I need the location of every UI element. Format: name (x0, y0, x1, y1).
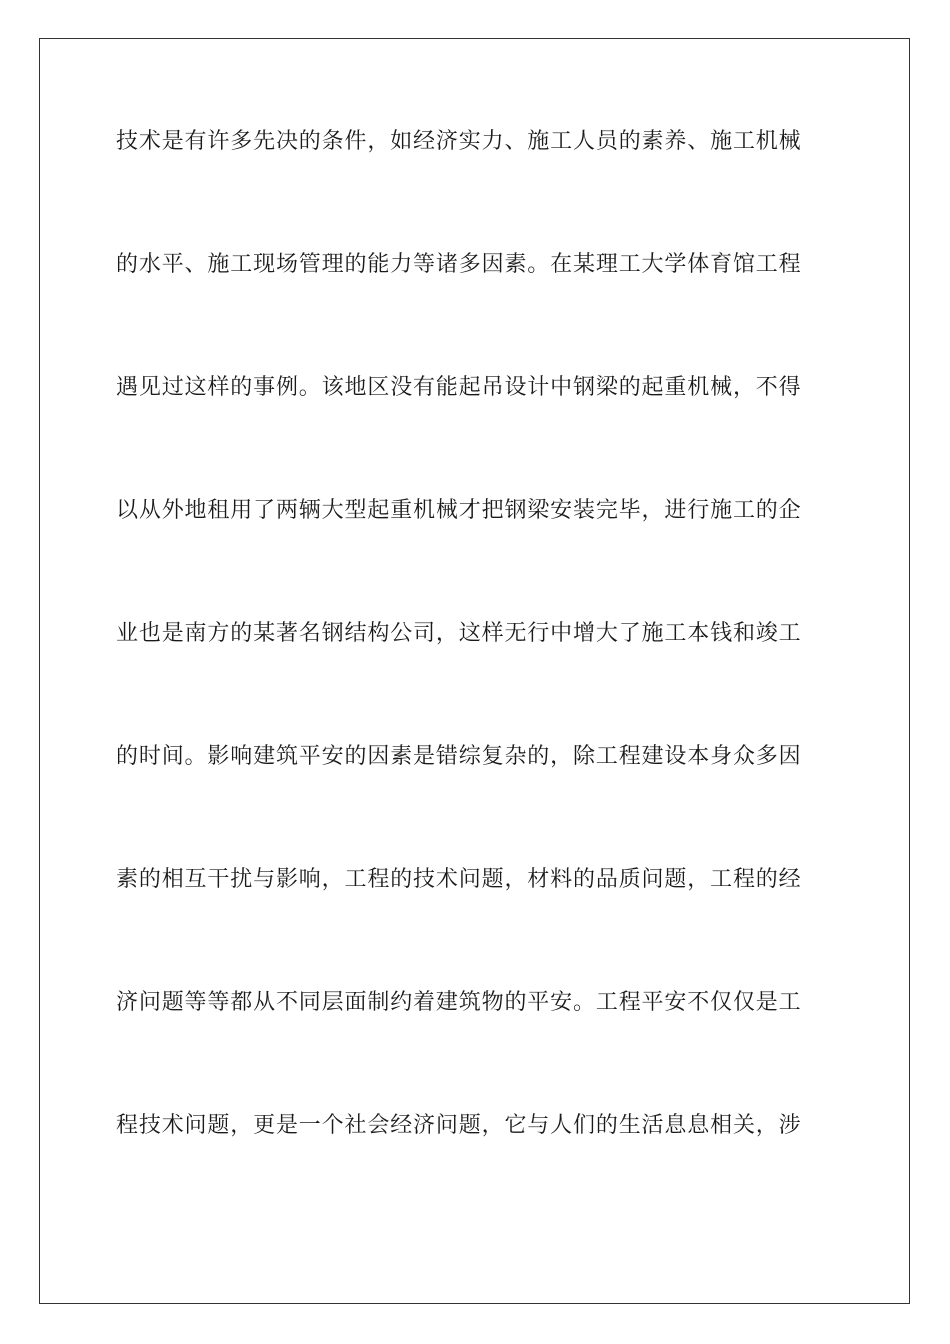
text-line-5: 业也是南方的某著名钢结构公司，这样无行中增大了施工本钱和竣工 (116, 621, 802, 646)
text-line-1: 技术是有许多先决的条件，如经济实力、施工人员的素养、施工机械 (116, 129, 802, 154)
text-line-7: 素的相互干扰与影响，工程的技术问题，材料的品质问题，工程的经 (116, 867, 802, 892)
text-line-8: 济问题等等都从不同层面制约着建筑物的平安。工程平安不仅仅是工 (116, 990, 802, 1015)
text-line-3: 遇见过这样的事例。该地区没有能起吊设计中钢梁的起重机械，不得 (116, 375, 802, 400)
document-body (116, 130, 832, 1138)
text-line-4: 以从外地租用了两辆大型起重机械才把钢梁安装完毕，进行施工的企 (116, 498, 802, 523)
text-line-6: 的时间。影响建筑平安的因素是错综复杂的，除工程建设本身众多因 (116, 744, 802, 769)
text-line-9: 程技术问题，更是一个社会经济问题，它与人们的生活息息相关，涉 (116, 1113, 802, 1138)
text-line-2: 的水平、施工现场管理的能力等诸多因素。在某理工大学体育馆工程 (116, 252, 802, 277)
